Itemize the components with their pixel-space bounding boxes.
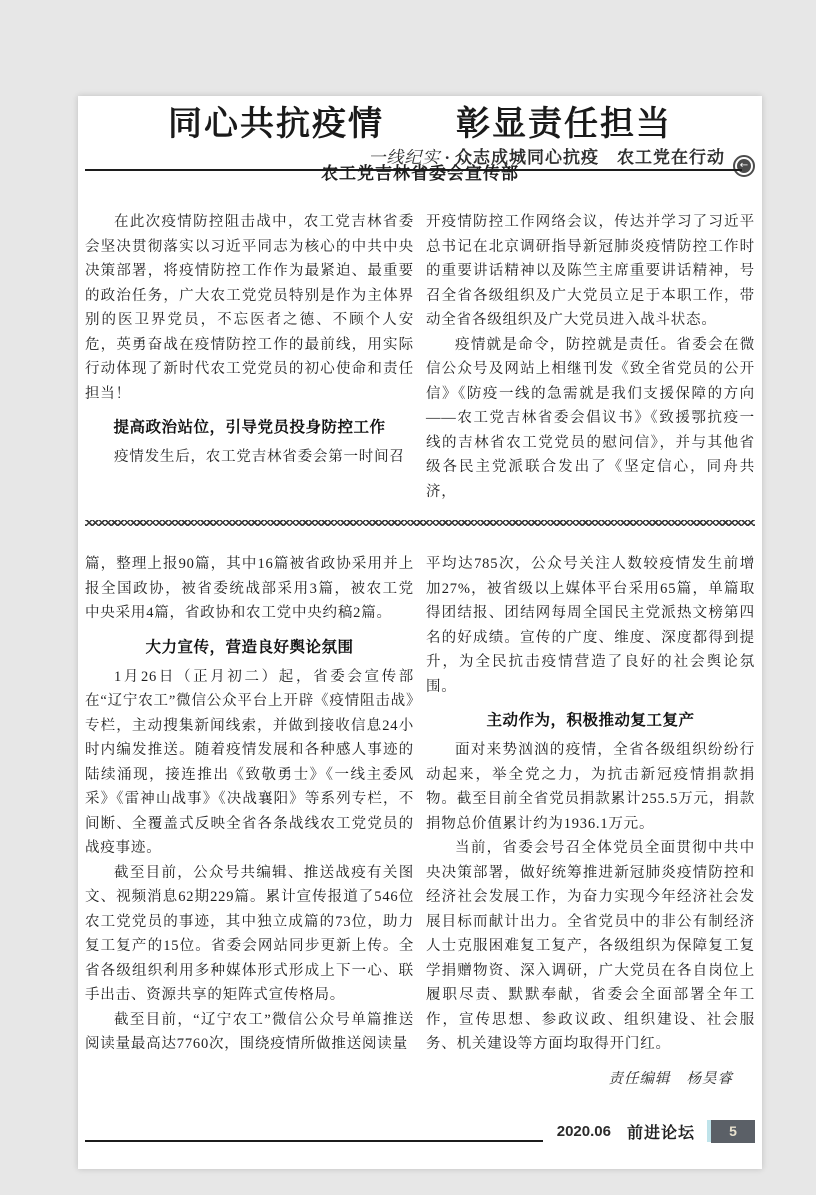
paragraph: 疫情发生后，农工党吉林省委会第一时间召 xyxy=(114,449,405,465)
paragraph: 平均达785次，公众号关注人数较疫情发生前增加27%，被省级以上媒体平台采用65篇，单篇取得团结报、团结网每周全国民主党派热文榜第四名的好成绩。宣传的广度、维度、深度都得到提升，为全民抗击疫情营造了良好的社会舆论氛围。 xyxy=(426,556,755,695)
header-strapline xyxy=(368,143,725,168)
editor-name: 杨昊睿 xyxy=(686,1070,733,1087)
body-section-1 xyxy=(85,210,755,504)
paragraph: 篇，整理上报90篇，其中16篇被省政协采用并上报全国政协，被省委统战部采用3篇，被农工党中央采用4篇，省政协和农工党中央约稿2篇。 xyxy=(85,556,414,621)
subheading-publicity: 大力宣传，营造良好舆论氛围 xyxy=(145,638,354,656)
issue-date: 2020.06 xyxy=(556,1122,611,1140)
back-arrow-icon xyxy=(733,155,755,177)
body-section-2 xyxy=(85,552,755,1088)
section2-right-column xyxy=(426,552,755,1088)
page-number-badge: 5 xyxy=(711,1120,755,1143)
paragraph: 在此次疫情防控阻击战中，农工党吉林省委会坚决贯彻落实以习近平同志为核心的中共中央决策部署，将疫情防控工作作为最紧迫、最重要的政治任务，广大农工党党员特别是作为主体界别的医卫界党员，不忘医者之德、不顾个人安危，英勇奋战在疫情防控工作的最前线，用实际行动体现了新时代农工党党员的初心使命和责任担当！ xyxy=(85,214,414,402)
article-title: 同心共抗疫情 彰显责任担当 xyxy=(168,105,672,143)
paragraph: 截至目前，公众号共编辑、推送战疫有关图文、视频消息62期229篇。累计宣传报道了546位农工党党员的事迹，其中独立成篇的73位，助力复工复产的15位。省委会网站同步更新上传。全省各级组织利用多种媒体形式形成上下一心、联手出击、资源共享的矩阵式宣传格局。 xyxy=(85,864,414,1003)
journal-name: 前进论坛 xyxy=(626,1124,695,1142)
paragraph: 截至目前，“辽宁农工”微信公众号单篇推送阅读量最高达7760次，围绕疫情所做推送阅读量 xyxy=(85,1011,414,1052)
paragraph: 疫情就是命令，防控就是责任。省委会在微信公众号及网站上相继刊发《致全省党员的公开信》《防疫一线的急需就是我们支援保障的方向——农工党吉林省委会倡议书》《致援鄂抗疫一线的吉林省农工党党员的慰问信》，并与其他省级各民主党派联合发出了《坚定信心，同舟共济， xyxy=(426,336,755,500)
paragraph: 面对来势汹汹的疫情，全省各级组织纷纷行动起来，举全党之力，为抗击新冠疫情捐款捐物。截至目前全省党员捐款累计255.5万元，捐款捐物总价值累计约为1936.1万元。 xyxy=(426,742,755,832)
section1-right-column xyxy=(426,210,755,504)
header-separator: · xyxy=(444,148,451,167)
editor-credit xyxy=(426,1067,755,1088)
subheading-work-resumption: 主动作为，积极推动复工复产 xyxy=(486,712,695,729)
subheading-political-stance: 提高政治站位，引导党员投身防控工作 xyxy=(113,419,386,436)
back-arrow-glyph: ← xyxy=(737,159,751,173)
page-footer xyxy=(85,1118,755,1144)
footer-rule xyxy=(85,1140,543,1142)
header-column-title: 众志成城同心抗疫 农工党在行动 xyxy=(455,148,725,167)
editor-label: 责任编辑 xyxy=(608,1070,671,1087)
section2-left-column xyxy=(85,552,414,1088)
page-header xyxy=(85,142,755,171)
paragraph: 开疫情防控工作网络会议，传达并学习了习近平总书记在北京调研指导新冠肺炎疫情防控工作时的重要讲话精神以及陈竺主席重要讲话精神，号召全省各级组织及广大党员立足于本职工作，带动全省各级组织及广大党员进入战斗状态。 xyxy=(426,214,755,328)
section1-left-column xyxy=(85,210,414,504)
paragraph: 1月26日（正月初二）起，省委会宣传部在“辽宁农工”微信公众平台上开辟《疫情阻击战》专栏，主动搜集新闻线索，并做到接收信息24小时内编发推送。随着疫情发展和各种感人事迹的陆续涌现，接连推出《致敬勇士》《一线主委风采》《雷神山战事》《决战襄阳》等系列专栏，不间断、全覆盖式反映全省各条战线农工党党员的战疫事迹。 xyxy=(85,668,414,856)
header-rule xyxy=(85,169,742,171)
magazine-page xyxy=(78,96,762,1169)
article-byline: 农工党吉林省委会宣传部 xyxy=(321,164,519,183)
paragraph: 当前，省委会号召全体党员全面贯彻中共中央决策部署，做好统筹推进新冠肺炎疫情防控和经济社会发展工作，为奋力实现今年经济社会发展目标而献计出力。全省党员中的非公有制经济人士克服困难复工复产，各级组织为保障复工复学捐赠物资、深入调研，广大党员在各自岗位上履职尽责、默默奉献，省委会全面部署全年工作，宣传思想、参政议政、组织建设、社会服务、机关建设等方面均取得开门红。 xyxy=(426,840,755,1052)
decorative-divider xyxy=(85,520,755,526)
header-kicker: 一线纪实 xyxy=(368,148,441,167)
